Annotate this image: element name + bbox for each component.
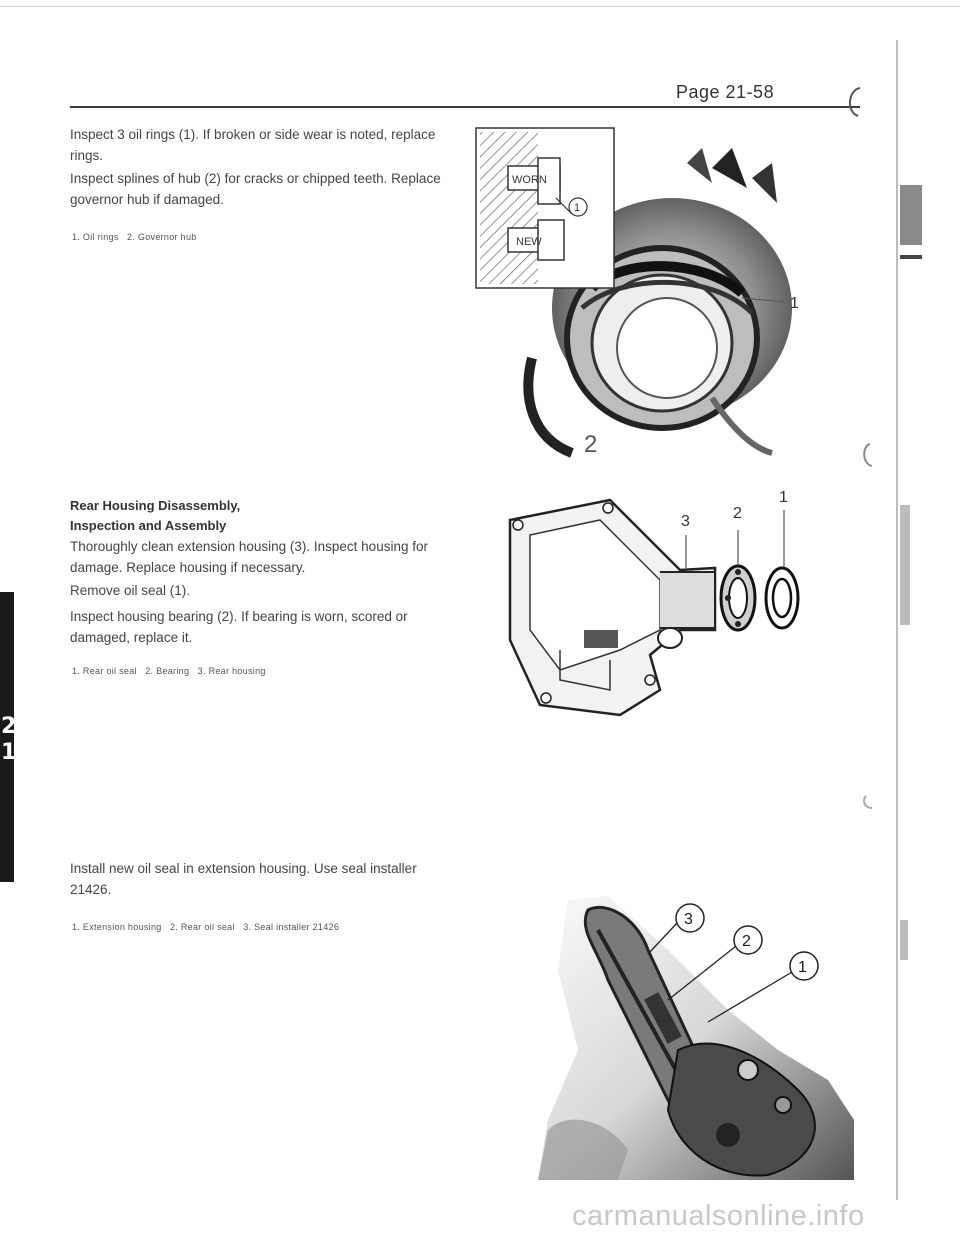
section-heading [70, 496, 240, 536]
circled-callout: 3 [684, 911, 693, 928]
side-tab-number: 2 [1, 714, 17, 739]
paragraph: Remove oil seal (1). [70, 583, 191, 598]
callout-number: 1 [779, 489, 788, 506]
callout-number: 2 [733, 505, 742, 522]
binder-hole-icon [858, 440, 882, 470]
worn-label: WORN [512, 174, 547, 186]
page-number: Page 21-58 [676, 82, 775, 102]
edge-scan-mark [900, 920, 908, 960]
section-heading-line: Inspection and Assembly [70, 518, 227, 533]
callout-number: 3 [681, 513, 690, 530]
figure-caption: 1. Rear oil seal 2. Bearing 3. Rear housing [72, 666, 266, 676]
watermark: carmanualsonline.info [572, 1200, 865, 1232]
new-label: NEW [516, 236, 542, 248]
rear-housing-illustration [500, 480, 820, 720]
callout-number: 2 [584, 431, 598, 458]
circled-callout: 1 [798, 959, 807, 976]
section-heading-line: Rear Housing Disassembly, [70, 498, 241, 513]
seal-installer-illustration [528, 890, 858, 1180]
rear-housing-figure [500, 480, 820, 720]
seal-installer-photo [528, 890, 858, 1180]
binder-hole-icon [858, 790, 882, 814]
paragraph: Install new oil seal in extension housing. Use seal installer 21426. [70, 861, 417, 897]
figure-caption: 1. Oil rings 2. Governor hub [72, 232, 197, 242]
figure-caption: 1. Extension housing 2. Rear oil seal 3. Seal installer 21426 [72, 922, 340, 932]
circled-callout: 2 [742, 933, 751, 950]
top-scan-line [0, 6, 960, 7]
edge-scan-mark [900, 255, 922, 259]
callout-number: 1 [790, 295, 799, 312]
paragraph: Inspect splines of hub (2) for cracks or chipped teeth. Replace governor hub if damaged. [70, 171, 441, 207]
governor-hub-illustration [472, 108, 822, 468]
page-edge-rule [896, 40, 898, 1200]
paragraph: Inspect housing bearing (2). If bearing is worn, scored or damaged, replace it. [70, 609, 408, 645]
edge-scan-mark [900, 185, 922, 245]
governor-hub-figure [472, 108, 822, 468]
side-tab-number: 1 [1, 740, 17, 765]
binder-hole-icon [840, 84, 874, 120]
paragraph: Inspect 3 oil rings (1). If broken or side wear is noted, replace rings. [70, 127, 436, 163]
paragraph: Thoroughly clean extension housing (3). Inspect housing for damage. Replace housing if necessary. [70, 539, 428, 575]
edge-scan-mark [900, 505, 910, 625]
inset-circled-callout: 1 [574, 202, 581, 214]
